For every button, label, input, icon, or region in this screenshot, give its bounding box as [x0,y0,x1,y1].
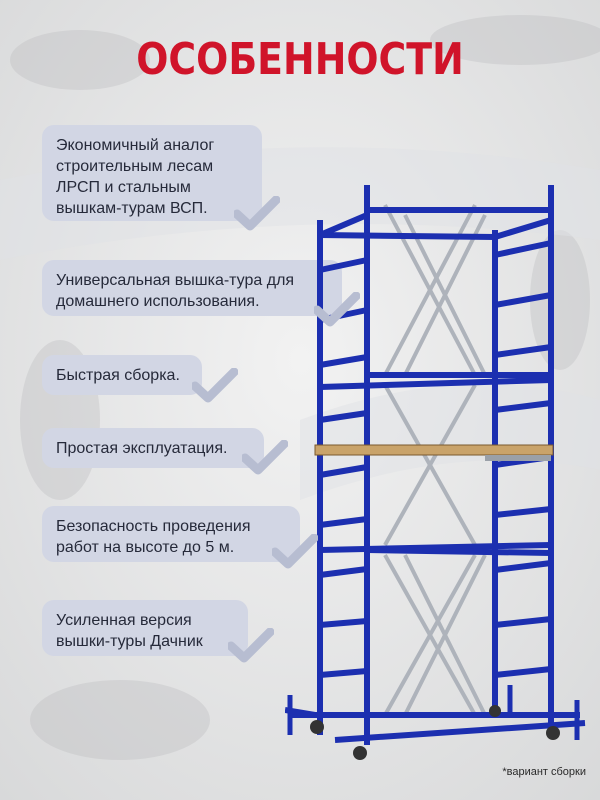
feature-card-1 [42,125,262,221]
assembly-footnote: *вариант сборки [502,766,586,778]
feature-card-3 [42,355,202,395]
scaffold-tower-image [285,175,600,765]
tower-frame [285,185,585,745]
feature-text-3: Быстрая сборка. [56,367,180,384]
feature-card-4 [42,428,264,468]
diagonal-braces [385,205,485,715]
feature-text-1: Экономичный аналог строительным лесам ЛРСП и стальным вышкам-турам ВСП. [56,137,215,217]
feature-card-5 [42,506,300,562]
checkmark-icon [234,196,280,234]
checkmark-icon [192,368,238,406]
feature-text-5: Безопасность проведения работ на высоте до 5 м. [56,518,251,556]
feature-text-2: Универсальная вышка-тура для домашнего использования. [56,272,295,310]
checkmark-icon [314,292,360,330]
feature-text-4: Простая эксплуатация. [56,440,228,457]
checkmark-icon [242,440,288,478]
feature-text-6: Усиленная версия вышки-туры Дачник [56,612,203,650]
page-title: ОСОБЕННОСТИ [136,34,464,85]
feature-card-6 [42,600,248,656]
checkmark-icon [272,534,318,572]
checkmark-icon [228,628,274,666]
